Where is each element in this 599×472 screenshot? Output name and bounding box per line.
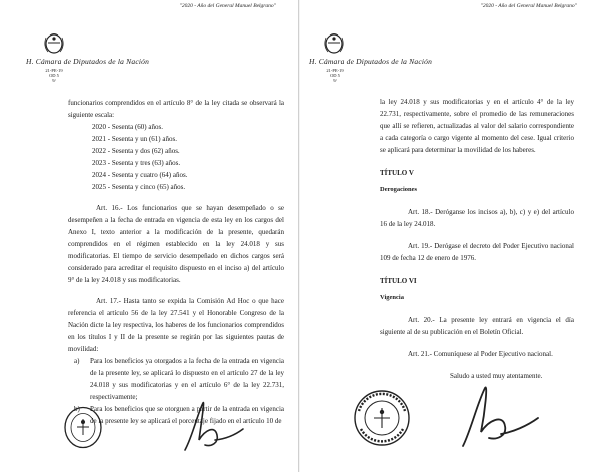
official-seal-icon — [63, 405, 103, 450]
article-18: Art. 18.- Deróganse los incisos a), b), c) y e) del artículo 16 de la ley 24.018. — [380, 208, 574, 228]
intro-paragraph: funcionarios comprendidos en el artículo 8° de la ley citada se observará la siguiente escala: — [68, 99, 284, 119]
motto-header: "2020 - Año del General Manuel Belgrano" — [179, 3, 276, 9]
file-codes — [322, 68, 348, 83]
scale-item: 2020 - Sesenta (60) años. — [92, 123, 163, 131]
code-line: OD 5 — [330, 73, 340, 78]
item-text: Para los beneficios ya otorgados a la fecha de la entrada en vigencia de la presente ley, se aplicará lo dispuesto en el artículo 27 de la ley 24.018 y sus modificatorias y en el artículo 6° de la ley 22.731, respectivamente; — [90, 357, 284, 401]
closing-line: Saludo a usted muy atentamente. — [450, 372, 543, 380]
code-line: OD 5 — [49, 73, 59, 78]
chamber-stamp-icon — [353, 389, 411, 447]
signature-icon — [455, 380, 540, 452]
scale-item: 2022 - Sesenta y dos (62) años. — [92, 147, 180, 155]
continuation-paragraph: la ley 24.018 y sus modificatorias y en el artículo 4° de la ley 22.731, respectivamente, sobre el promedio de las remuneraciones que allí se refieren, actualizadas al valor del salario correspondiente a cada categoría o cargo vigente al momento del cese. Igual criterio se aplicará para determinar la movilidad de los haberes. — [380, 98, 574, 154]
signature-icon — [175, 395, 245, 455]
file-codes — [41, 68, 67, 83]
item-text: Para los beneficios que se otorguen a partir de la entrada en vigencia de la presente ley se aplicará el porcentaje fijado en el artículo 10 de — [90, 405, 284, 425]
article-19: Art. 19.- Derógase el decreto del Poder Ejecutivo nacional 109 de fecha 12 de enero de 1976. — [380, 242, 574, 262]
national-crest-icon — [322, 32, 346, 54]
page-right — [300, 0, 599, 472]
scale-item: 2023 - Sesenta y tres (63) años. — [92, 159, 181, 167]
age-scale-list — [92, 121, 284, 193]
motto-header: "2020 - Año del General Manuel Belgrano" — [480, 3, 577, 9]
page-left — [0, 0, 299, 472]
code-line: 9/ — [52, 78, 56, 83]
title-vi-heading: TÍTULO VI — [380, 277, 417, 285]
derogaciones-subheading: Derogaciones — [380, 186, 418, 193]
right-body — [380, 96, 574, 382]
chamber-name: H. Cámara de Diputados de la Nación — [26, 57, 150, 66]
title-v-heading: TÍTULO V — [380, 169, 414, 177]
vigencia-subheading: Vigencia — [380, 294, 404, 301]
article-16: Art. 16.- Los funcionarios que se hayan desempeñado o se desempeñen a la fecha de entrada en vigencia de esta ley en los cargos del Anexo I, texto anterior a la modificación de la presente, quedarán comprendidos en el régimen establecido en la ley 24.018 y sus modificatorias. El tiempo de servicio desempeñado en dichos cargos será considerado para acreditar el requisito dispuesto en el inciso a) del artículo 9° de la ley 24.018 y sus modificatorias. — [68, 204, 284, 284]
item-marker: a) — [74, 357, 80, 365]
scale-item: 2021 - Sesenta y un (61) años. — [92, 135, 177, 143]
scale-item: 2024 - Sesenta y cuatro (64) años. — [92, 171, 188, 179]
code-line: 21-PE-19 — [45, 68, 63, 73]
item-marker: b) — [74, 405, 80, 413]
code-line: 21-PE-19 — [326, 68, 344, 73]
article-20: Art. 20.- La presente ley entrará en vigencia el día siguiente al de su publicación en el Boletín Oficial. — [380, 316, 574, 336]
scale-item: 2025 - Sesenta y cinco (65) años. — [92, 183, 186, 191]
national-crest-icon — [42, 32, 66, 54]
article-21: Art. 21.- Comuníquese al Poder Ejecutivo nacional. — [408, 350, 553, 358]
code-line: 9/ — [333, 78, 337, 83]
chamber-name: H. Cámara de Diputados de la Nación — [309, 57, 433, 66]
left-body — [68, 97, 284, 427]
article-17: Art. 17.- Hasta tanto se expida la Comisión Ad Hoc o que hace referencia el artículo 56 de la ley 27.541 y el Honorable Congreso de la Nación dicte la ley respectiva, los haberes de los funcionarios comprendidos en los títulos I y II de la presente se regirán por las siguientes pautas de movilidad: — [68, 297, 284, 353]
